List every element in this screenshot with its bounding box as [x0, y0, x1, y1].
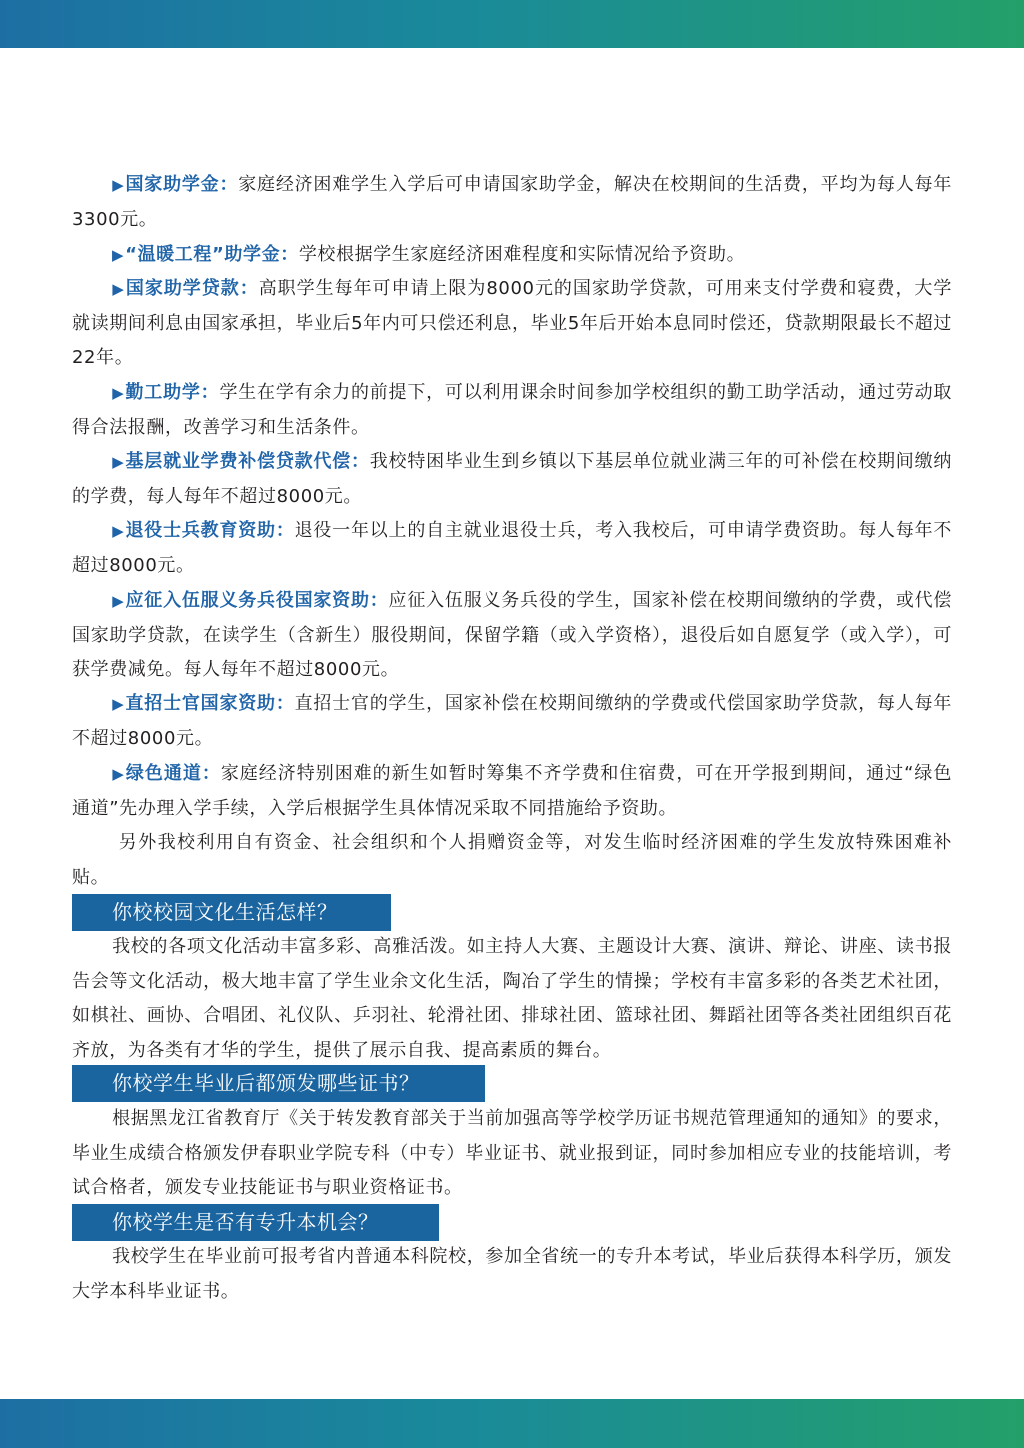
aid-keyword: 勤工助学： — [125, 382, 220, 403]
bullet-arrow-icon: ▶ — [112, 695, 125, 713]
section-heading-certificates: 你校学生毕业后都颁发哪些证书？ — [72, 1065, 485, 1102]
aid-text: 退役一年以上的自主就业退役士兵，考入我校后，可申请学费资助。每人每年不超过8000元。 — [72, 520, 952, 576]
bottom-decorative-band — [0, 1399, 1024, 1448]
aid-keyword: 绿色通道： — [125, 763, 221, 784]
section-body-campus-life — [72, 930, 952, 1068]
aid-keyword: 基层就业学费补偿贷款代偿： — [125, 451, 370, 472]
aid-text: 应征入伍服义务兵役的学生，国家补偿在校期间缴纳的学费，或代偿国家助学贷款，在读学生（含新生）服役期间，保留学籍（或入学资格），退役后如自愿复学（或入学），可获学费减免。每人每年不超过8000元。 — [72, 590, 952, 680]
aid-keyword: 退役士兵教育资助： — [125, 520, 295, 541]
bullet-arrow-icon: ▶ — [112, 280, 125, 298]
aid-item-grassroots-compensation — [72, 445, 952, 514]
aid-text: 家庭经济困难学生入学后可申请国家助学金，解决在校期间的生活费，平均为每人每年3300元。 — [72, 174, 952, 230]
aid-item-green-channel — [72, 757, 952, 826]
aid-keyword: 国家助学金： — [125, 174, 239, 195]
aid-item-veteran-education — [72, 514, 952, 583]
bullet-arrow-icon: ▶ — [112, 765, 125, 783]
section-body-certificates — [72, 1102, 952, 1206]
aid-item-work-study — [72, 376, 952, 445]
bullet-arrow-icon: ▶ — [112, 453, 125, 471]
bullet-arrow-icon: ▶ — [112, 592, 125, 610]
other-aid-text: 另外我校利用自有资金、社会组织和个人捐赠资金等，对发生临时经济困难的学生发放特殊困难补贴。 — [72, 832, 952, 888]
bullet-arrow-icon: ▶ — [112, 522, 125, 540]
aid-text: 学生在学有余力的前提下，可以利用课余时间参加学校组织的勤工助学活动，通过劳动取得合法报酬，改善学习和生活条件。 — [72, 382, 953, 438]
section-body-text: 根据黑龙江省教育厅《关于转发教育部关于当前加强高等学校学历证书规范管理通知的通知》的要求，毕业生成绩合格颁发伊春职业学院专科（中专）毕业证书、就业报到证，同时参加相应专业的技能培训，考试合格者，颁发专业技能证书与职业资格证书。 — [72, 1108, 952, 1198]
aid-item-military-enlistment — [72, 584, 952, 688]
aid-item-national-loan — [72, 272, 952, 376]
aid-text: 高职学生每年可申请上限为8000元的国家助学贷款，可用来支付学费和寝费，大学就读期间利息由国家承担，毕业后5年内可只偿还利息，毕业5年后开始本息同时偿还，贷款期限最长不超过22年。 — [72, 278, 952, 368]
aid-text: 直招士官的学生，国家补偿在校期间缴纳的学费或代偿国家助学贷款，每人每年不超过8000元。 — [72, 693, 952, 749]
aid-item-direct-sergeant — [72, 687, 952, 756]
aid-keyword: 国家助学贷款： — [125, 278, 259, 299]
aid-item-national-grant — [72, 168, 952, 237]
aid-text: 家庭经济特别困难的新生如暂时筹集不齐学费和住宿费，可在开学报到期间，通过“绿色通道”先办理入学手续，入学后根据学生具体情况采取不同措施给予资助。 — [72, 763, 952, 819]
bullet-arrow-icon: ▶ — [112, 246, 125, 264]
section-heading-upgrade: 你校学生是否有专升本机会？ — [72, 1204, 439, 1241]
section-body-text: 我校学生在毕业前可报考省内普通本科院校，参加全省统一的专升本考试，毕业后获得本科学历，颁发大学本科毕业证书。 — [72, 1246, 952, 1302]
aid-keyword: 直招士官国家资助： — [125, 693, 295, 714]
section-body-text: 我校的各项文化活动丰富多彩、高雅活泼。如主持人大赛、主题设计大赛、演讲、辩论、讲座、读书报告会等文化活动，极大地丰富了学生业余文化生活，陶冶了学生的情操；学校有丰富多彩的各类艺术社团，如棋社、画协、合唱团、礼仪队、乒羽社、轮滑社团、排球社团、篮球社团、舞蹈社团等各类社团组织百花齐放，为各类有才华的学生，提供了展示自我、提高素质的舞台。 — [72, 936, 952, 1061]
aid-text: 我校特困毕业生到乡镇以下基层单位就业满三年的可补偿在校期间缴纳的学费，每人每年不超过8000元。 — [72, 451, 952, 507]
aid-text: 学校根据学生家庭经济困难程度和实际情况给予资助。 — [298, 244, 746, 265]
section-heading-campus-life: 你校校园文化生活怎样？ — [72, 894, 391, 931]
aid-keyword: 应征入伍服义务兵役国家资助： — [125, 590, 389, 611]
top-decorative-band — [0, 0, 1024, 48]
bullet-arrow-icon: ▶ — [112, 176, 125, 194]
aid-keyword: “温暖工程”助学金： — [125, 244, 299, 265]
aid-item-warmth-grant — [72, 238, 952, 273]
bullet-arrow-icon: ▶ — [112, 384, 125, 402]
other-aid-paragraph — [72, 826, 952, 895]
section-body-upgrade — [72, 1240, 952, 1309]
